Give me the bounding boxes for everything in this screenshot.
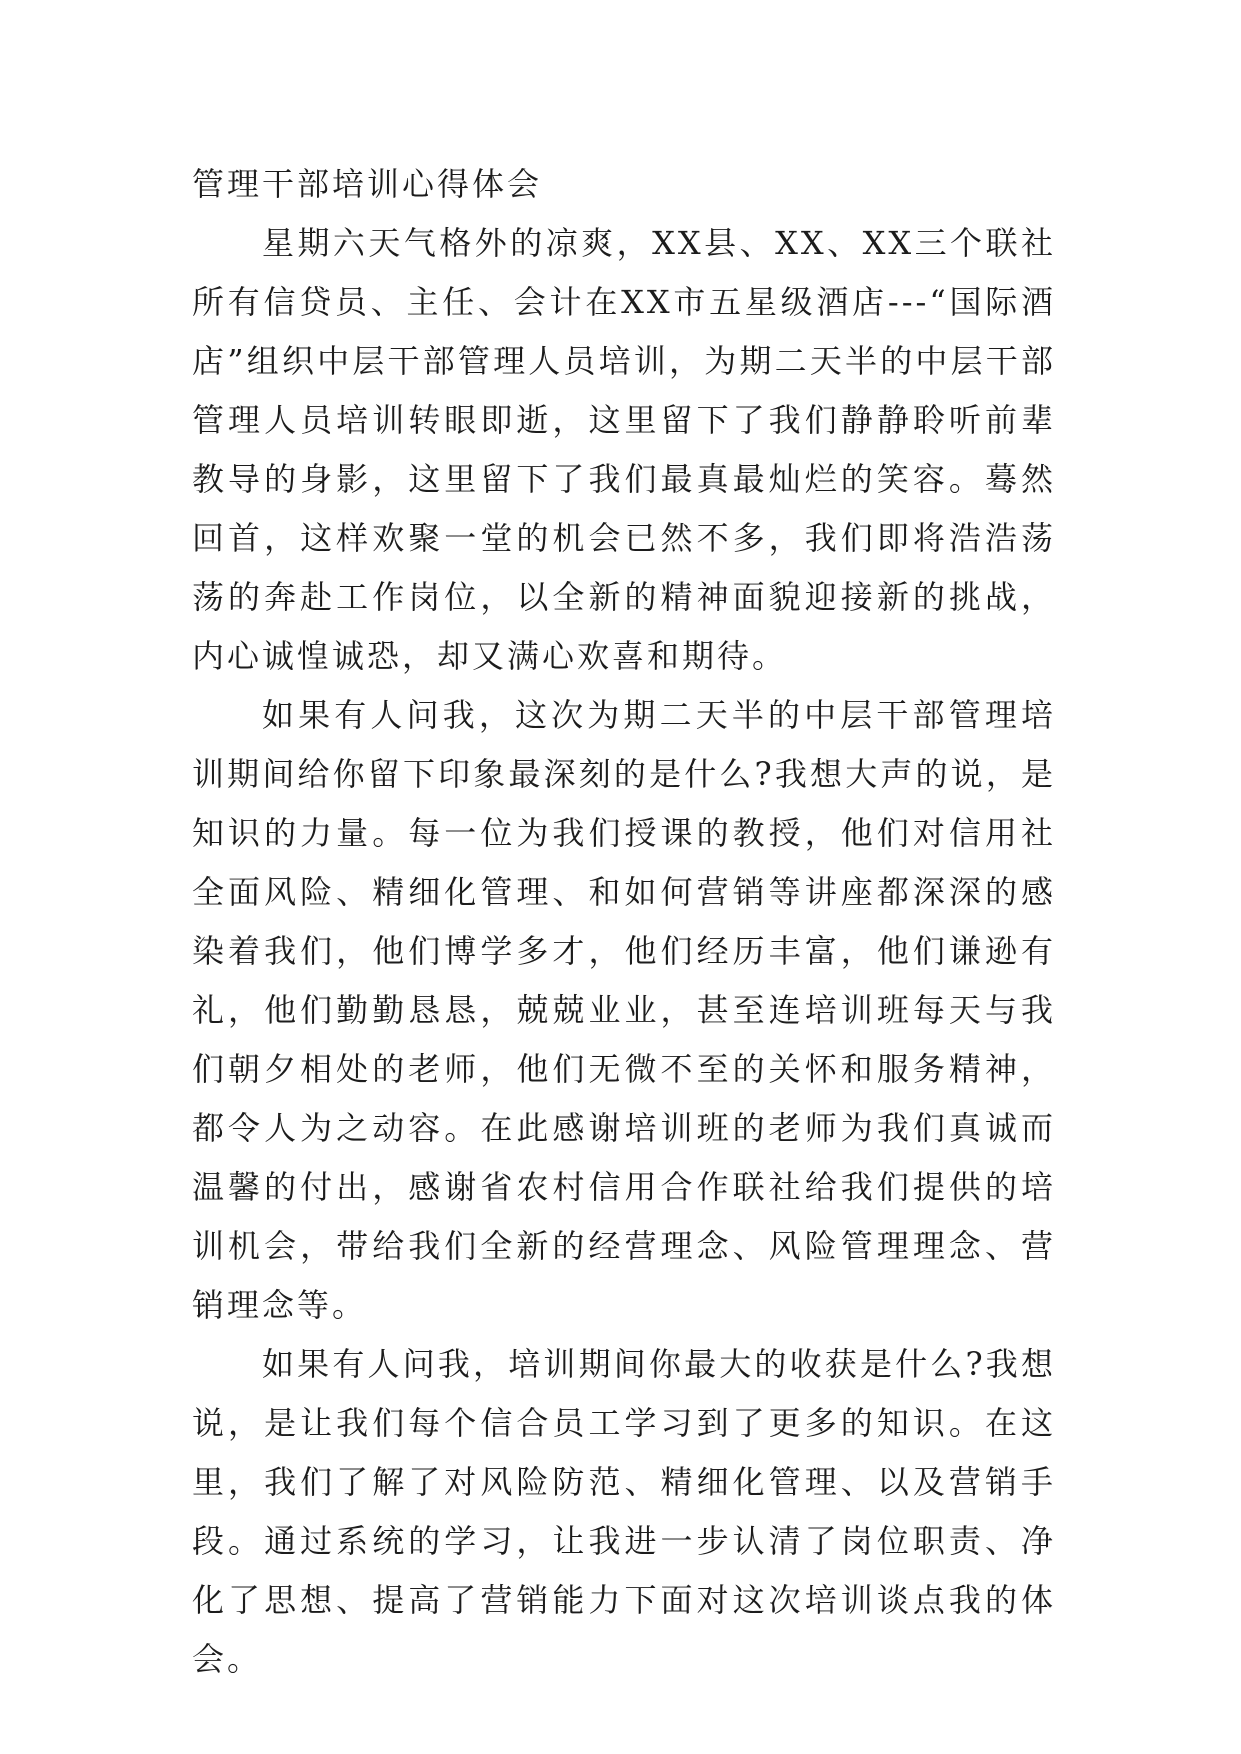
document-body: [192, 155, 1056, 1689]
paragraph-2: 如果有人问我，这次为期二天半的中层干部管理培训期间给你留下印象最深刻的是什么?我想大声的说，是知识的力量。每一位为我们授课的教授，他们对信用社全面风险、精细化管理、和如何营销等讲座都深深的感染着我们，他们博学多才，他们经历丰富，他们谦逊有礼，他们勤勤恳恳，兢兢业业，甚至连培训班每天与我们朝夕相处的老师，他们无微不至的关怀和服务精神，都令人为之动容。在此感谢培训班的老师为我们真诚而温馨的付出，感谢省农村信用合作联社给我们提供的培训机会，带给我们全新的经营理念、风险管理理念、营销理念等。: [192, 696, 1056, 1324]
document-title: 管理干部培训心得体会: [192, 165, 543, 203]
paragraph-1: 星期六天气格外的凉爽，XX县、XX、XX三个联社所有信贷员、主任、会计在XX市五星级酒店---“国际酒店”组织中层干部管理人员培训，为期二天半的中层干部管理人员培训转眼即逝，这里留下了我们静静聆听前辈教导的身影，这里留下了我们最真最灿烂的笑容。蓦然回首，这样欢聚一堂的机会已然不多，我们即将浩浩荡荡的奔赴工作岗位，以全新的精神面貌迎接新的挑战，内心诚惶诚恐，却又满心欢喜和期待。: [192, 224, 1056, 675]
paragraph-3: 如果有人问我，培训期间你最大的收获是什么?我想说，是让我们每个信合员工学习到了更多的知识。在这里，我们了解了对风险防范、精细化管理、以及营销手段。通过系统的学习，让我进一步认清了岗位职责、净化了思想、提高了营销能力下面对这次培训谈点我的体会。: [192, 1345, 1056, 1678]
